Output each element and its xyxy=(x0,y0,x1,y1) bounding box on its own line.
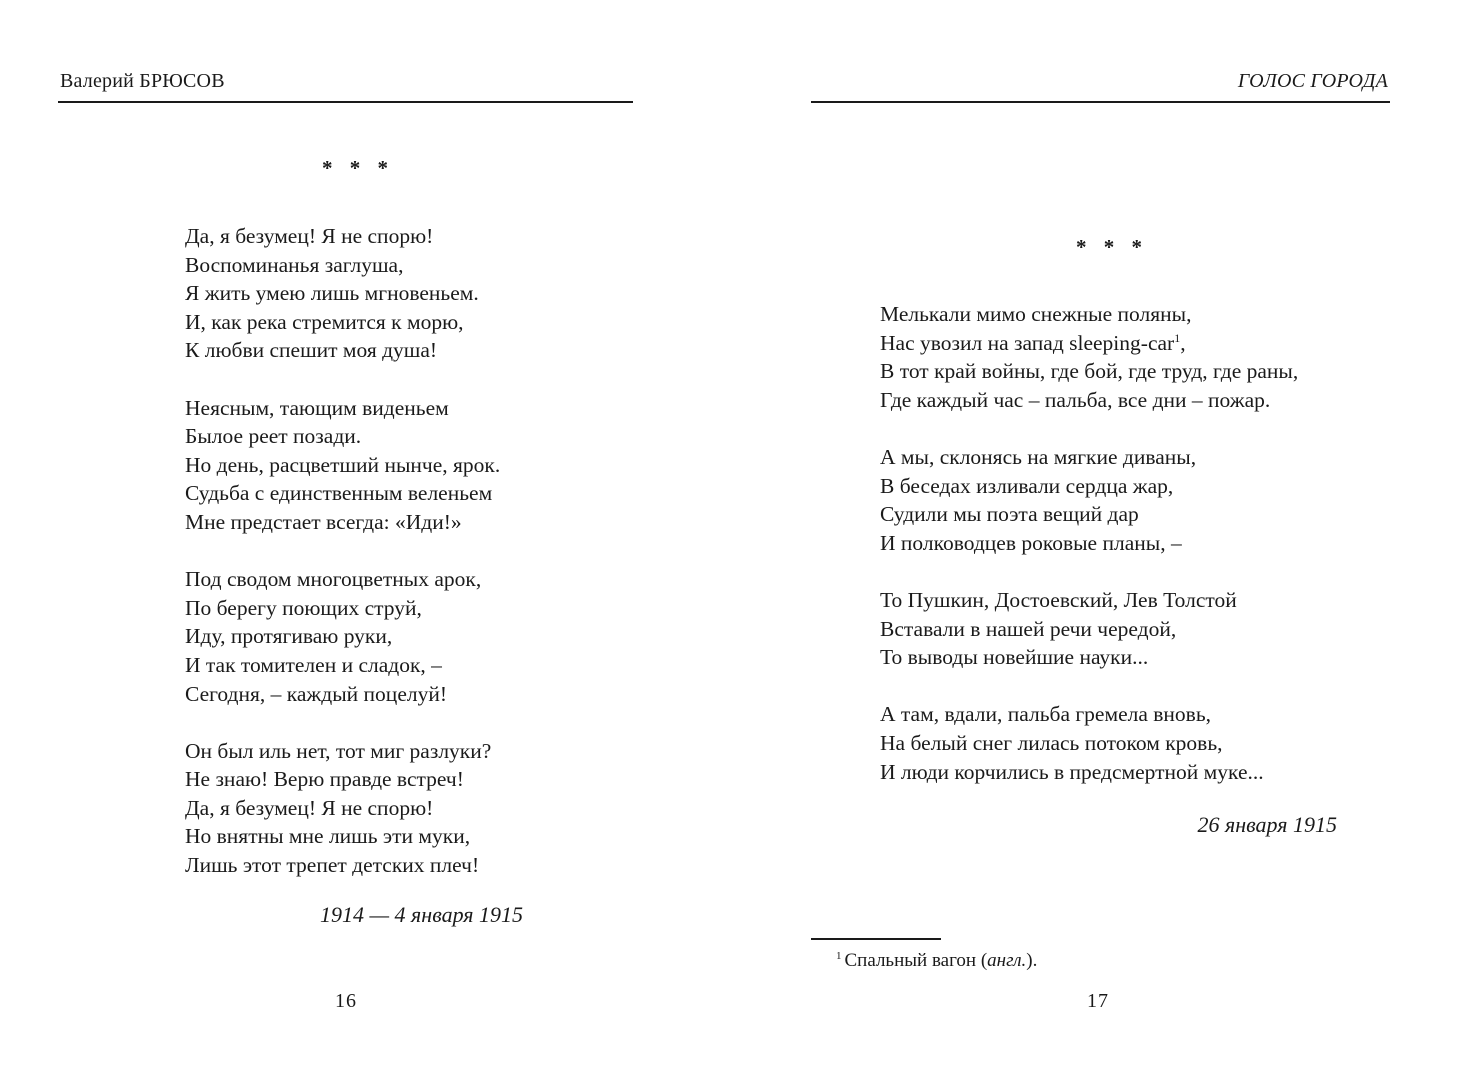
verse-line: К любви спешит моя душа! xyxy=(185,338,438,363)
verse-line: И так томителен и сладок, – xyxy=(185,652,442,677)
verse-line: Где каждый час – пальба, все дни – пожар. xyxy=(880,387,1271,412)
footnote-mark: 1 xyxy=(836,949,842,962)
verse-line: И, как река стремится к морю, xyxy=(185,309,464,334)
stanza xyxy=(880,300,1298,414)
stanza xyxy=(880,586,1298,672)
stanza xyxy=(185,394,500,537)
section-ornament: * * * xyxy=(322,156,394,180)
verse-line: Лишь этот трепет детских плеч! xyxy=(185,853,480,878)
poem-left xyxy=(185,222,500,880)
verse-line: Да, я безумец! Я не спорю! xyxy=(185,795,434,820)
footnote-text: Спальный вагон ( xyxy=(844,950,988,971)
verse-line: Мне предстает всегда: «Иди!» xyxy=(185,509,462,534)
page-number: 17 xyxy=(1087,990,1109,1012)
verse-line: Я жить умею лишь мгновеньем. xyxy=(185,281,479,306)
stanza xyxy=(185,737,500,880)
verse-line: Судьба с единственным веленьем xyxy=(185,481,493,506)
verse-line: А мы, склонясь на мягкие диваны, xyxy=(880,444,1197,469)
stanza xyxy=(185,222,500,365)
poem-date: 26 января 1915 xyxy=(1197,812,1337,837)
page-number: 16 xyxy=(335,990,357,1012)
verse-line: И полководцев роковые планы, – xyxy=(880,530,1182,555)
verse-line: А там, вдали, пальба гремела вновь, xyxy=(880,702,1212,727)
poem-right xyxy=(880,300,1298,786)
verse-line-text: Нас увозил на запад sleeping-car xyxy=(880,330,1175,355)
verse-line: По берегу поющих струй, xyxy=(185,595,422,620)
verse-line: Воспоминанья заглуша, xyxy=(185,252,404,277)
verse-line: То Пушкин, Достоевский, Лев Толстой xyxy=(880,587,1237,612)
right-page xyxy=(731,0,1463,1080)
verse-line: Но день, расцветший нынче, ярок. xyxy=(185,452,501,477)
verse-line: И люди корчились в предсмертной муке... xyxy=(880,759,1264,784)
poem-date: 1914 — 4 января 1915 xyxy=(320,902,524,927)
verse-line: В беседах изливали сердца жар, xyxy=(880,473,1174,498)
footnote-reference[interactable]: 1 xyxy=(1174,330,1181,345)
footnote xyxy=(836,950,1037,972)
left-page xyxy=(0,0,731,1080)
stanza xyxy=(185,565,500,708)
verse-line: На белый снег лилась потоком кровь, xyxy=(880,730,1223,755)
header-rule xyxy=(811,101,1390,103)
verse-line: То выводы новейшие науки... xyxy=(880,645,1149,670)
footnote-tail: ). xyxy=(1026,950,1038,971)
verse-line: Неясным, тающим виденьем xyxy=(185,395,449,420)
stanza xyxy=(880,443,1298,557)
verse-line: Да, я безумец! Я не спорю! xyxy=(185,224,434,248)
stanza xyxy=(880,700,1298,786)
running-head-title: ГОЛОС ГОРОДА xyxy=(1237,70,1388,92)
verse-line: Былое реет позади. xyxy=(185,424,362,449)
verse-line: Под сводом многоцветных арок, xyxy=(185,567,482,592)
running-head-author: Валерий БРЮСОВ xyxy=(60,70,225,92)
verse-line xyxy=(880,329,1298,358)
footnote-rule xyxy=(811,938,941,940)
verse-line: Сегодня, – каждый поцелуй! xyxy=(185,681,447,706)
verse-line: Вставали в нашей речи чередой, xyxy=(880,616,1177,641)
verse-line: Не знаю! Верю правде встреч! xyxy=(185,767,464,792)
verse-line-punct: , xyxy=(1180,330,1186,355)
verse-line: Он был иль нет, тот миг разлуки? xyxy=(185,738,492,763)
verse-line: Судили мы поэта вещий дар xyxy=(880,502,1139,527)
footnote-italic: англ. xyxy=(987,950,1027,971)
verse-line: В тот край войны, где бой, где труд, где раны, xyxy=(880,359,1299,384)
header-rule xyxy=(58,101,633,103)
verse-line: Но внятны мне лишь эти муки, xyxy=(185,824,471,849)
verse-line: Мелькали мимо снежные поляны, xyxy=(880,302,1192,326)
section-ornament: * * * xyxy=(1076,235,1148,259)
verse-line: Иду, протягиваю руки, xyxy=(185,624,393,649)
